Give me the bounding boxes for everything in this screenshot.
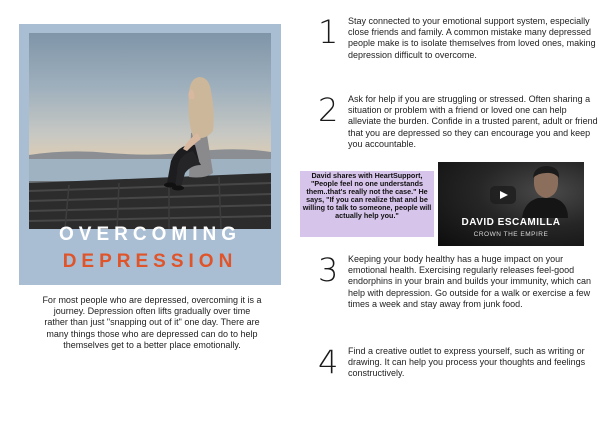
tip-number: 4 <box>318 343 339 381</box>
tip-text: Find a creative outlet to express yourself, such as writing or drawing. It can help you process your thoughts and feelings constructively. <box>348 346 586 379</box>
video-subtitle: CROWN THE EMPIRE <box>473 231 549 238</box>
cover-panel <box>19 24 281 285</box>
play-icon[interactable] <box>490 186 516 204</box>
person-silhouette <box>520 166 570 218</box>
cover-title-line1: OVERCOMING <box>59 224 241 245</box>
video-thumbnail[interactable] <box>438 162 584 246</box>
intro-paragraph: For most people who are depressed, overcoming it is a journey. Depression often lifts gradually over time rather than just "snapping out of it" one day. There are many things those who are depressed can do to help themselves get to a better place emotionally. <box>42 295 262 350</box>
tip-number: 3 <box>318 251 339 289</box>
tip-text: Ask for help if you are struggling or stressed. Often sharing a situation or problem with a friend or loved one can help alleviate the burden. Confide in a trusted parent, adult or friend that you are depressed so they can encourage you and keep you accountable. <box>348 94 598 149</box>
tip-text: Stay connected to your emotional support system, especially close friends and family. A common mistake many depressed people make is to isolate themselves from loved ones, making depression difficult to overcome. <box>348 16 596 60</box>
video-title: DAVID ESCAMILLA <box>461 217 561 228</box>
cover-title-line2: DEPRESSION <box>62 251 238 272</box>
tip-text: Keeping your body healthy has a huge impact on your emotional health. Exercising regularly releases feel-good endorphins in your brain and builds your immunity, which can help with depression. Go outside for a walk or exercise a few times a week and stay away from junk food. <box>348 254 591 309</box>
tip-number: 1 <box>318 13 339 51</box>
woman-on-rooftop-illustration <box>29 33 271 229</box>
tip-number: 2 <box>318 91 339 129</box>
cover-photo <box>29 33 271 229</box>
quote-callout: David shares with HeartSupport, "People feel no one understands them..that's really not the case." He says, "If you can realize that and be willing to talk to someone, people will actually help you." <box>300 171 434 237</box>
